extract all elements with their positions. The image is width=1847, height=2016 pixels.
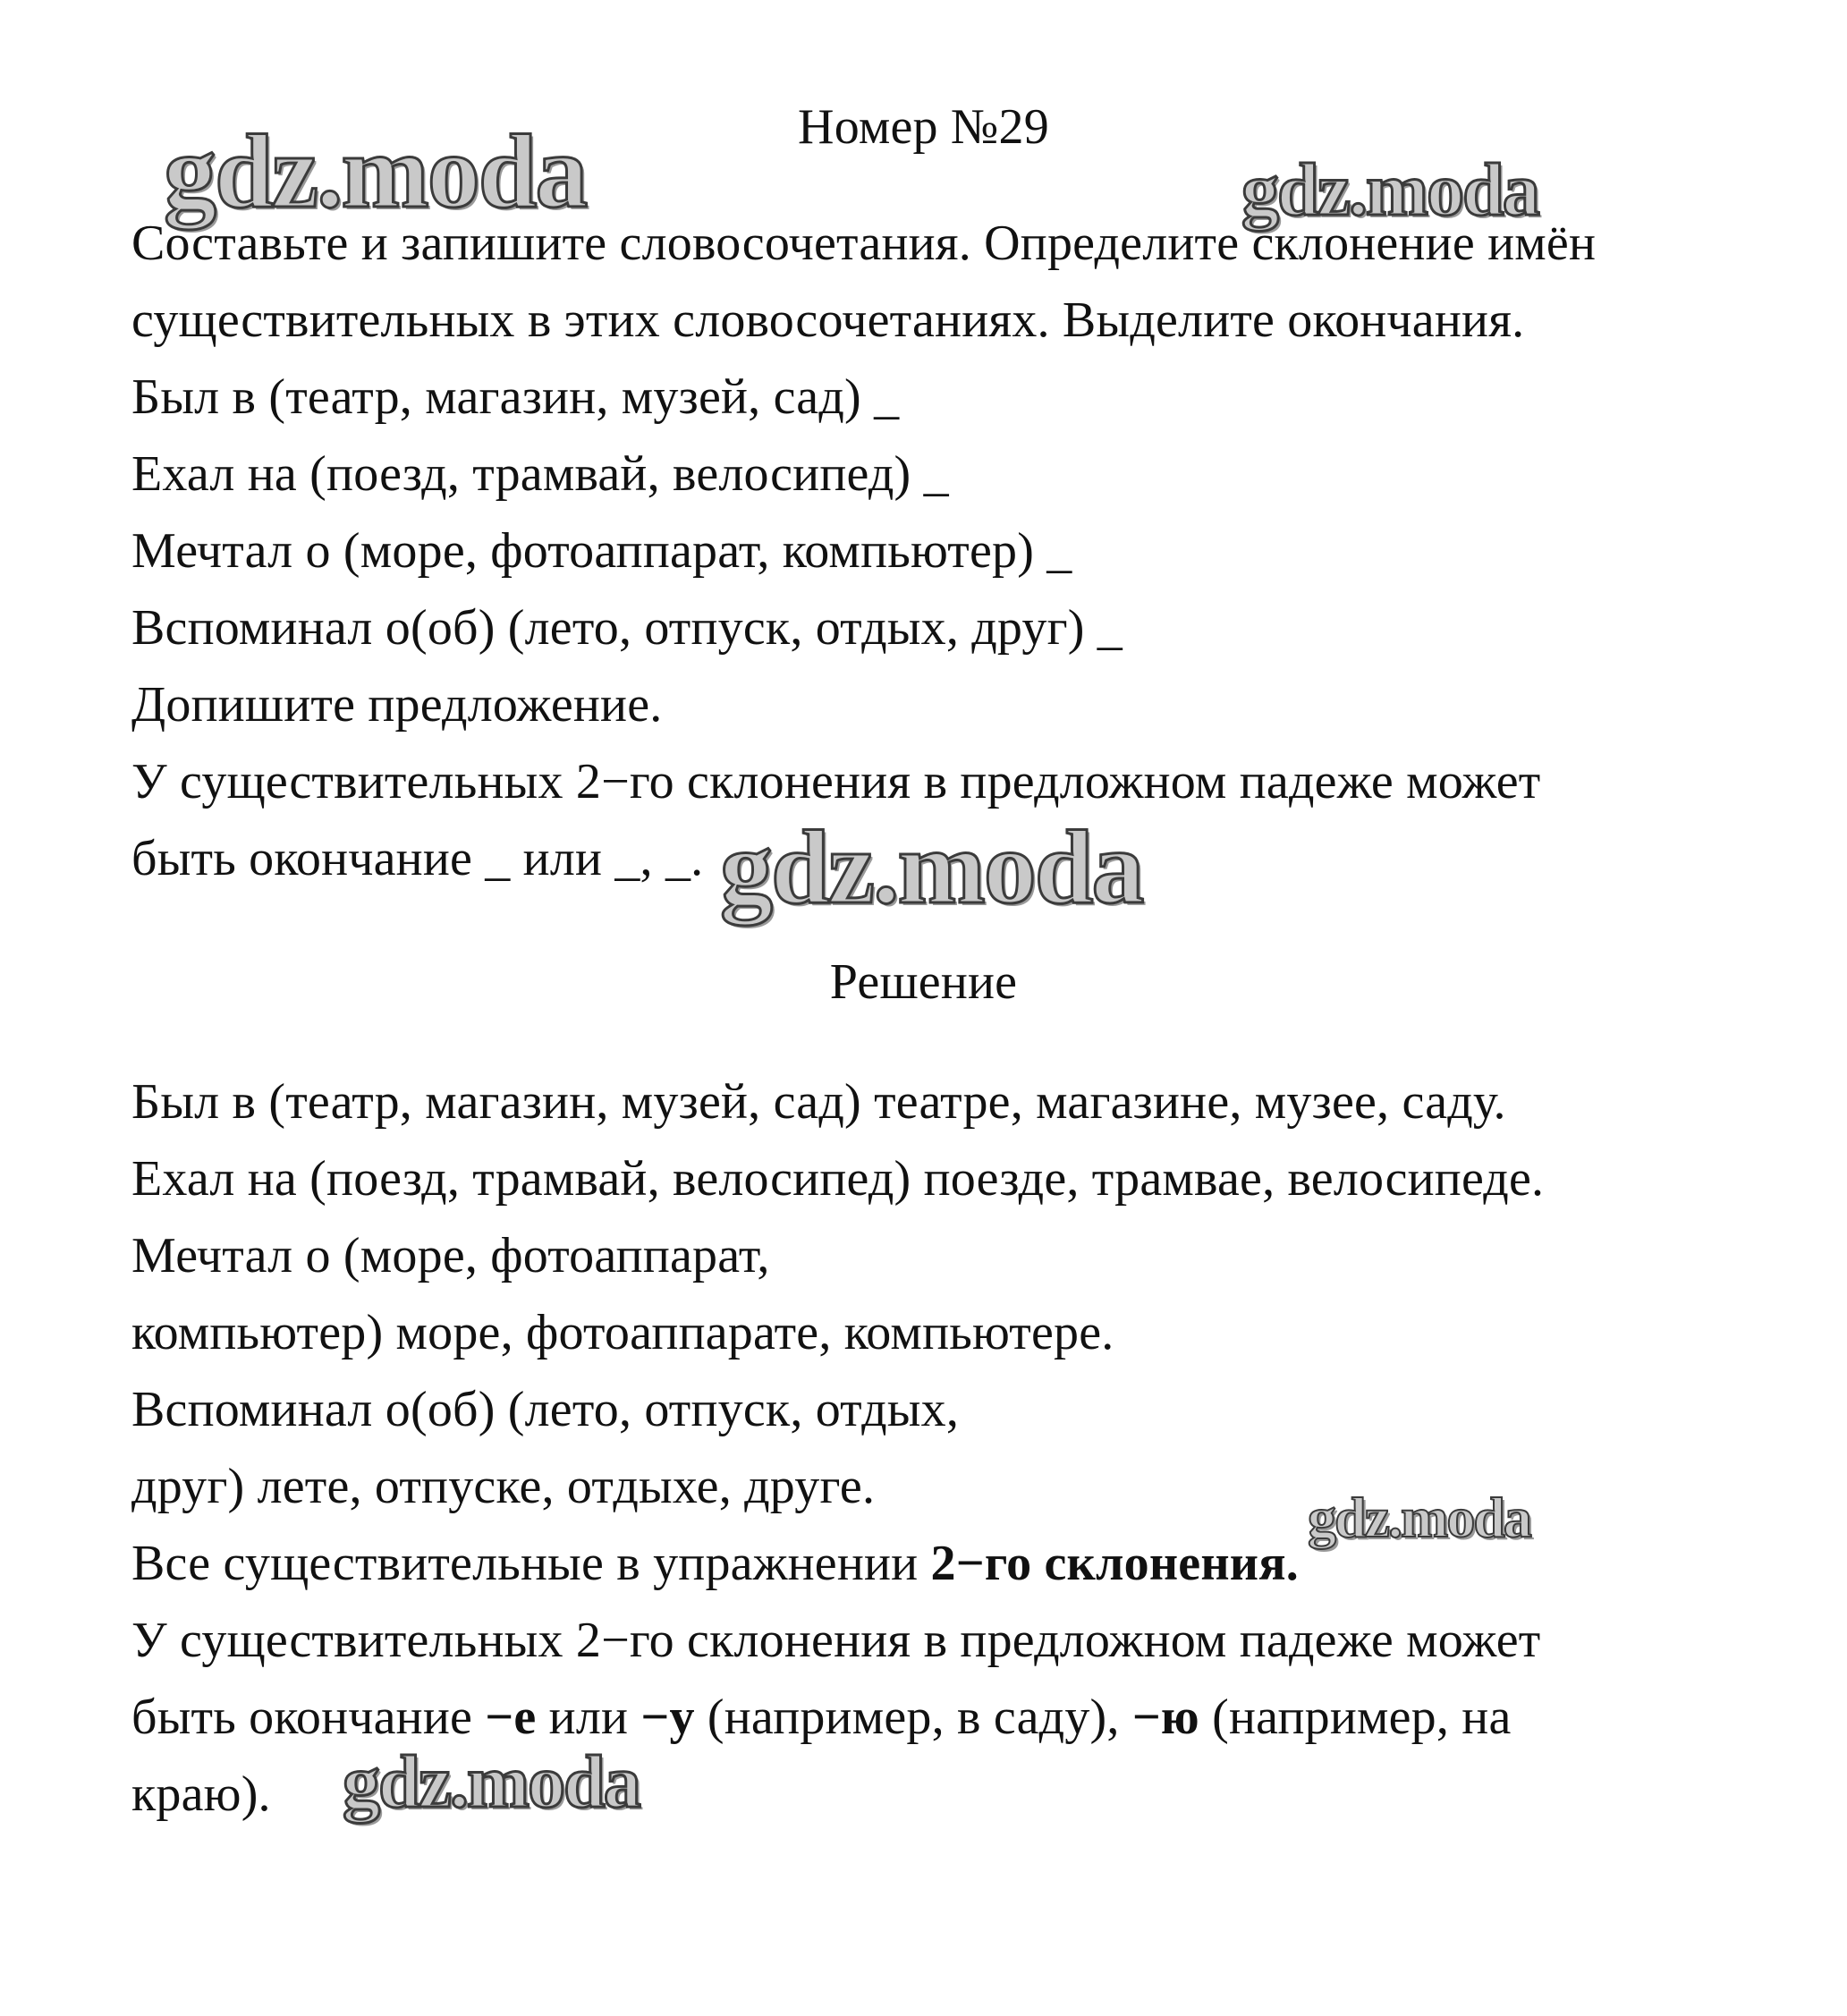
watermark-logo: gdz.moda <box>164 113 587 230</box>
solution-line-4: компьютер) море, фотоаппарате, компьютере. <box>131 1305 1114 1360</box>
ending-u: −у <box>640 1690 695 1745</box>
task-item-2: Ехал на (поезд, трамвай, велосипед) _ <box>131 446 949 502</box>
task-item-1: Был в (театр, магазин, музей, сад) _ <box>131 369 900 425</box>
solution-line-3: Мечтал о (море, фотоаппарат, <box>131 1228 770 1283</box>
solution-line-9-d: (например, на <box>1199 1690 1512 1745</box>
solution-line-7-text: Все существительные в упражнении <box>131 1536 931 1591</box>
task-sentence-line-2: быть окончание _ или _, _. <box>131 831 704 886</box>
ending-yu: −ю <box>1131 1690 1199 1745</box>
solution-line-1: Был в (театр, магазин, музей, сад) театре, магазине, музее, саду. <box>131 1074 1506 1130</box>
task-sentence-line-1: У существительных 2−го склонения в предложном падеже может <box>131 754 1541 809</box>
solution-line-6: друг) лете, отпуске, отдыхе, друге. <box>131 1459 876 1514</box>
task-item-3: Мечтал о (море, фотоаппарат, компьютер) _ <box>131 523 1072 579</box>
solution-line-5: Вспоминал о(об) (лето, отпуск, отдых, <box>131 1382 960 1437</box>
task-instruction-line-2: существительных в этих словосочетаниях. Выделите окончания. <box>131 292 1525 348</box>
solution-line-9-a: быть окончание <box>131 1690 486 1745</box>
watermark-logo: gdz.moda <box>1241 148 1538 232</box>
task-instruction-2: Допишите предложение. <box>131 677 663 733</box>
solution-line-7-bold: 2−го склонения. <box>930 1536 1299 1591</box>
solution-line-9-b: или <box>536 1690 641 1745</box>
watermark-logo: gdz.moda <box>343 1741 640 1824</box>
page-title: Номер №29 <box>798 99 1049 155</box>
solution-line-2: Ехал на (поезд, трамвай, велосипед) поезде, трамвае, велосипеде. <box>131 1151 1545 1207</box>
watermark-logo: gdz.moda <box>720 809 1143 926</box>
solution-heading: Решение <box>829 954 1018 1010</box>
solution-line-8: У существительных 2−го склонения в предложном падеже может <box>131 1613 1541 1668</box>
solution-line-9 <box>131 1689 1512 1746</box>
ending-e: −е <box>485 1690 537 1745</box>
solution-line-10: краю). <box>131 1766 271 1822</box>
task-instruction-line-1: Составьте и запишите словосочетания. Определите склонение имён <box>131 216 1597 271</box>
solution-line-7 <box>131 1535 1299 1592</box>
watermark-logo: gdz.moda <box>1308 1486 1530 1549</box>
task-item-4: Вспоминал о(об) (лето, отпуск, отдых, друг) _ <box>131 600 1123 656</box>
solution-line-9-c: (например, в саду), <box>694 1690 1132 1745</box>
